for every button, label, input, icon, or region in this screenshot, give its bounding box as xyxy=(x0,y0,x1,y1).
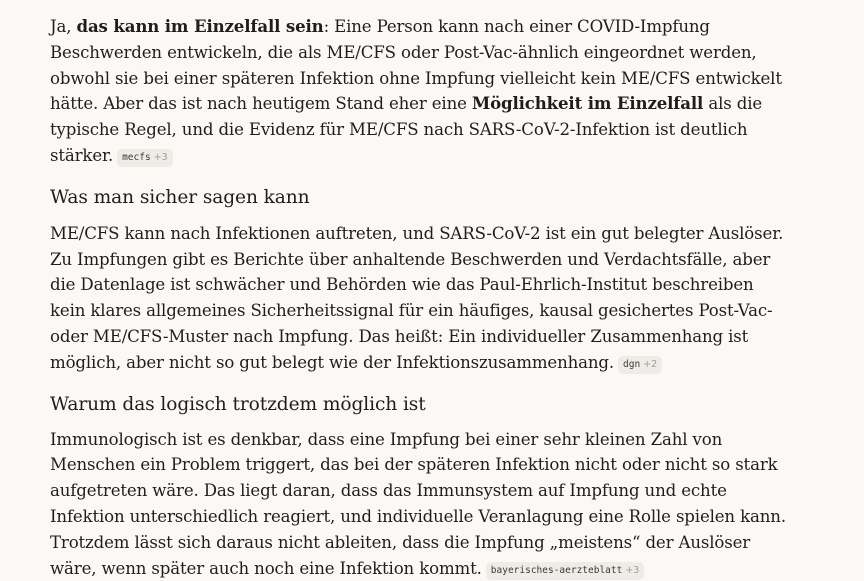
message-content xyxy=(50,14,790,581)
emphasis-einzelfall: das kann im Einzelfall sein xyxy=(76,16,324,36)
citation-more-count: +2 xyxy=(643,358,658,370)
citation-source: bayerisches-aerzteblatt xyxy=(490,564,623,576)
paragraph-answer xyxy=(50,14,790,169)
emphasis-moeglichkeit: Möglichkeit im Einzelfall xyxy=(471,93,704,114)
paragraph-text: ME/CFS kann nach Infektionen auftreten, und SARS-CoV-2 ist ein gut belegter Auslöser. Zu Impfungen gibt es Berichte über anhaltende Beschwerden und Verdachtsfälle, aber die Datenlage ist schwächer und Behörden wie das Paul-Ehrlich-Institut beschreiben kein klares allgemeines Sicherheitssignal für ein häufiges, kausal gesichertes Post-Vac- oder ME/CFS-Muster nach Impfung. Das heißt: Ein individueller Zusammenhang ist möglich, aber nicht so gut belegt wie der Infektionszusammenhang. xyxy=(50,223,784,372)
section-heading: Warum das logisch trotzdem möglich ist xyxy=(50,393,426,415)
paragraph-text: als die typische Regel, und die Evidenz für ME/CFS nach SARS-CoV-2-Infektion ist deutlich stärker. xyxy=(50,94,763,165)
paragraph-reasoning xyxy=(50,427,790,581)
paragraph-text: Immunologisch ist es denkbar, dass eine Impfung bei einer sehr kleinen Zahl von Menschen ein Problem triggert, das bei der späteren Infektion nicht oder nicht so stark aufgetreten wäre. Das liegt daran, dass das Immunsystem auf Impfung und echte Infektion unterschiedlich reagiert, und individuelle Veranlagung eine Rolle spielen kann. Trotzdem lässt sich daraus nicht ableiten, dass die Impfung „meistens“ der Auslöser wäre, wenn später auch noch eine Infektion kommt. xyxy=(50,429,786,578)
citation-more-count: +3 xyxy=(153,151,168,163)
paragraph-intro: Ja, xyxy=(50,17,77,36)
paragraph-text: : Eine Person kann nach einer COVID-Impfung Beschwerden entwickeln, die als ME/CFS oder Post-Vac-ähnlich eingeordnet werden, obwohl sie bei einer späteren Infektion ohne Impfung vielleicht kein ME/CFS entwickelt hätte. Aber das ist nach heutigem Stand eher eine xyxy=(50,17,782,114)
section-heading: Was man sicher sagen kann xyxy=(50,186,310,208)
citation-source: mecfs xyxy=(122,151,151,163)
citation-chip-mecfs[interactable] xyxy=(117,149,173,167)
citation-chip-dgn[interactable] xyxy=(618,356,662,374)
citation-chip-bayerisches-aerzteblatt[interactable] xyxy=(486,562,645,580)
citation-source: dgn xyxy=(623,358,641,370)
paragraph-facts xyxy=(50,221,790,376)
citation-more-count: +3 xyxy=(625,564,640,576)
